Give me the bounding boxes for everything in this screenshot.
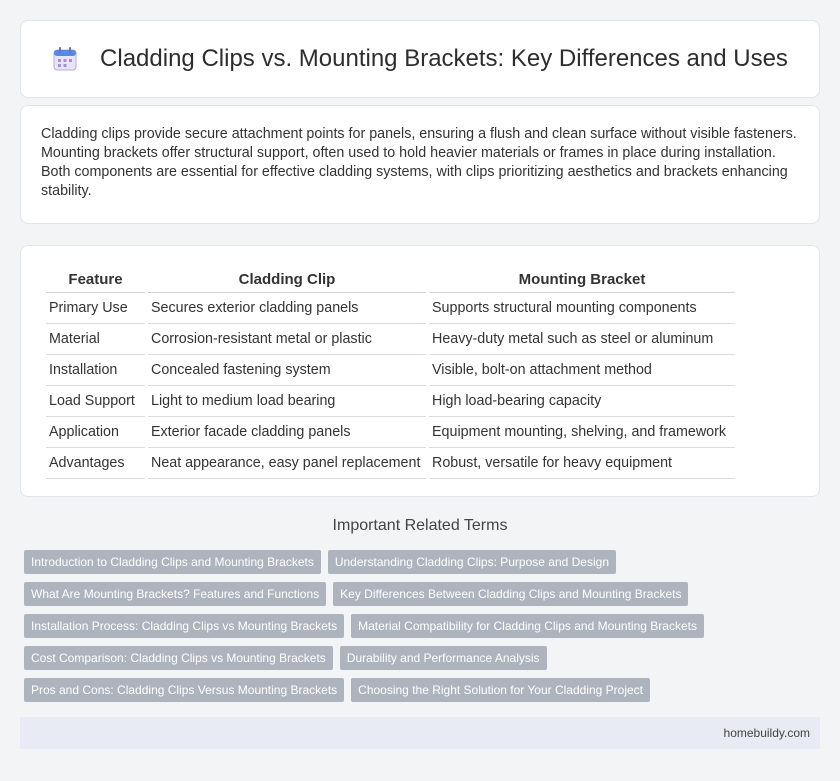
related-terms-heading: Important Related Terms [332,517,508,534]
table-cell: Material [46,324,145,355]
related-term-link[interactable]: Material Compatibility for Cladding Clips and Mounting Brackets [351,614,704,638]
table-row [46,386,735,417]
table-cell: Robust, versatile for heavy equipment [429,448,735,479]
table-row [46,417,735,448]
related-term-link[interactable]: Introduction to Cladding Clips and Mounting Brackets [24,550,321,574]
table-row [46,293,735,324]
related-term-link[interactable]: Choosing the Right Solution for Your Cladding Project [351,678,650,702]
footer [20,717,820,749]
table-cell: Load Support [46,386,145,417]
table-cell: Concealed fastening system [148,355,426,386]
related-term-link[interactable]: What Are Mounting Brackets? Features and Functions [24,582,326,606]
table-cell: High load-bearing capacity [429,386,735,417]
tag-row [24,678,814,702]
table-row [46,324,735,355]
table-cell: Secures exterior cladding panels [148,293,426,324]
comparison-table [43,266,738,479]
column-header-mounting-bracket: Mounting Bracket [429,266,735,293]
table-cell: Exterior facade cladding panels [148,417,426,448]
table-cell: Heavy-duty metal such as steel or aluminum [429,324,735,355]
intro-card [20,105,820,224]
related-term-link[interactable]: Understanding Cladding Clips: Purpose and Design [328,550,616,574]
related-term-link[interactable]: Cost Comparison: Cladding Clips vs Mounting Brackets [24,646,333,670]
comparison-card [20,245,820,497]
table-cell: Equipment mounting, shelving, and framework [429,417,735,448]
table-cell: Supports structural mounting components [429,293,735,324]
column-header-feature: Feature [46,266,145,293]
related-term-link[interactable]: Installation Process: Cladding Clips vs Mounting Brackets [24,614,344,638]
page-title: Cladding Clips vs. Mounting Brackets: Key Differences and Uses [100,45,788,72]
table-cell: Light to medium load bearing [148,386,426,417]
table-cell: Primary Use [46,293,145,324]
site-link[interactable]: homebuildy.com [723,726,810,740]
tag-row [24,582,814,606]
table-cell: Neat appearance, easy panel replacement [148,448,426,479]
table-cell: Advantages [46,448,145,479]
table-cell: Installation [46,355,145,386]
table-cell: Corrosion-resistant metal or plastic [148,324,426,355]
table-cell: Application [46,417,145,448]
related-terms-list [24,550,814,710]
column-header-cladding-clip: Cladding Clip [148,266,426,293]
related-term-link[interactable]: Pros and Cons: Cladding Clips Versus Mounting Brackets [24,678,344,702]
tag-row [24,614,814,638]
table-header-row [46,266,735,293]
tag-row [24,646,814,670]
related-term-link[interactable]: Durability and Performance Analysis [340,646,547,670]
table-cell: Visible, bolt-on attachment method [429,355,735,386]
related-term-link[interactable]: Key Differences Between Cladding Clips and Mounting Brackets [333,582,688,606]
tag-row [24,550,814,574]
intro-text: Cladding clips provide secure attachment points for panels, ensuring a flush and clean surface without visible fasteners. Mounting brackets offer structural support, often used to hold heavier materials or frames in place during installation. Both components are essential for effective cladding systems, with clips prioritizing aesthetics and brackets enhancing stability. [41,126,797,199]
table-row [46,448,735,479]
table-row [46,355,735,386]
title-card [20,20,820,98]
calendar-icon [52,46,78,72]
